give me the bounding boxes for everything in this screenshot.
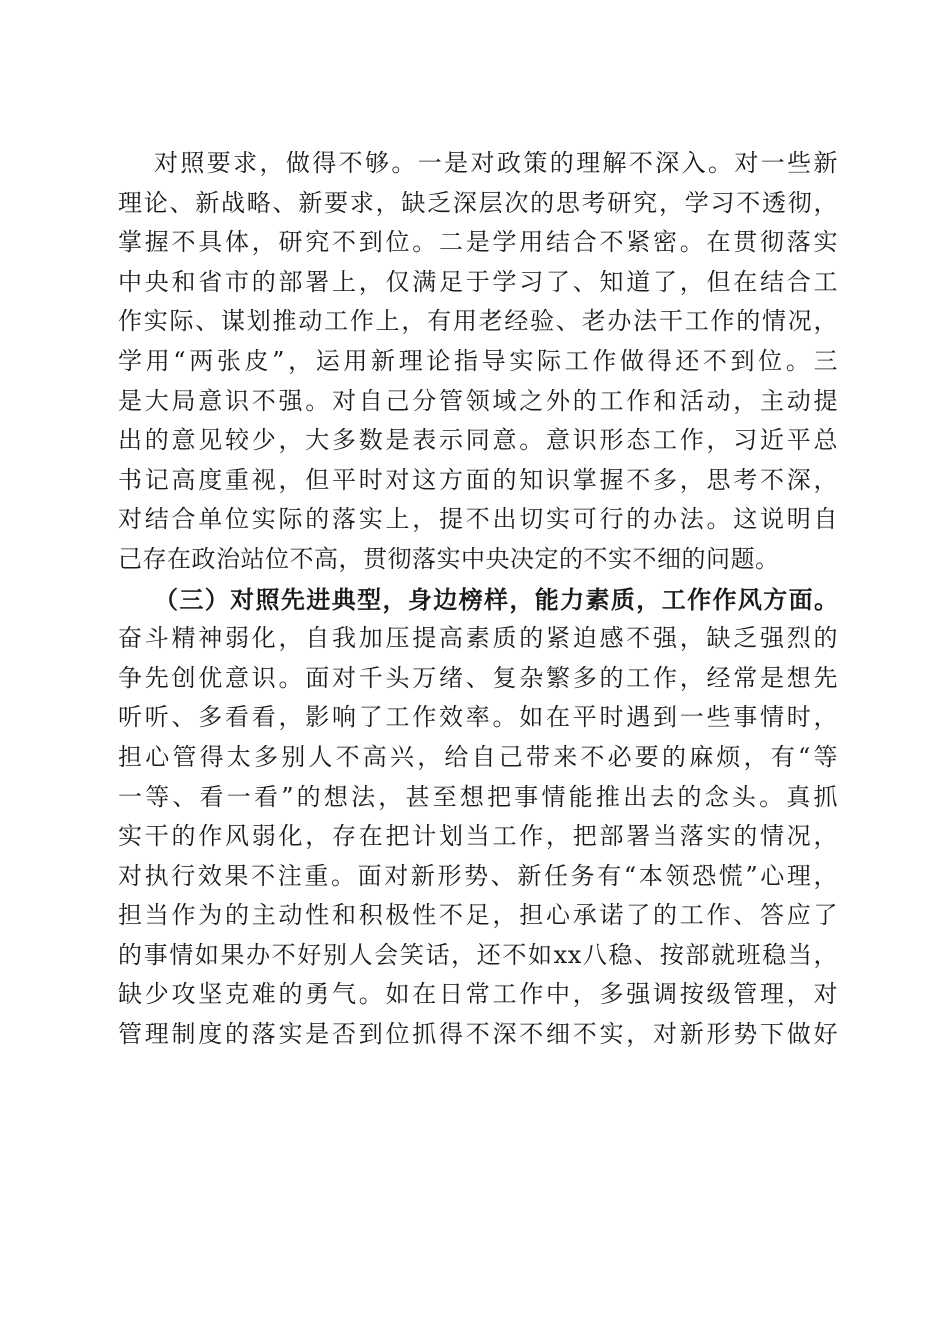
- paragraph-line: 书记高度重视，但平时对这方面的知识掌握不多，思考不深，: [118, 465, 838, 494]
- paragraph-line: 的事情如果办不好别人会笑话，还不如xx八稳、按部就班稳当，: [118, 940, 838, 969]
- paragraph-line: 出的意见较少，大多数是表示同意。意识形态工作，习近平总: [118, 426, 838, 455]
- paragraph-line: 对执行效果不注重。面对新形势、新任务有“本领恐慌”心理，: [118, 861, 838, 890]
- body-text: [118, 144, 838, 1055]
- paragraph-line: 是大局意识不强。对自己分管领域之外的工作和活动，主动提: [118, 386, 838, 415]
- paragraph-line: 听听、多看看，影响了工作效率。如在平时遇到一些事情时，: [118, 703, 838, 732]
- paragraph-line: 管理制度的落实是否到位抓得不深不细不实，对新形势下做好: [118, 1020, 838, 1049]
- paragraph-line: 实干的作风弱化，存在把计划当工作，把部署当落实的情况，: [118, 822, 838, 851]
- paragraph-line: 担心管得太多别人不高兴，给自己带来不必要的麻烦，有“等: [118, 742, 838, 771]
- paragraph-line: 缺少攻坚克难的勇气。如在日常工作中，多强调按级管理，对: [118, 980, 838, 1009]
- paragraph-line: 对照要求，做得不够。一是对政策的理解不深入。对一些新: [154, 149, 838, 177]
- paragraph-line: 争先创优意识。面对千头万绪、复杂繁多的工作，经常是想先: [118, 663, 838, 692]
- paragraph-line: 一等、看一看”的想法，甚至想把事情能推出去的念头。真抓: [118, 782, 838, 811]
- paragraph-line: 学用“两张皮”，运用新理论指导实际工作做得还不到位。三: [118, 346, 838, 375]
- paragraph-line: 作实际、谋划推动工作上，有用老经验、老办法干工作的情况，: [118, 307, 838, 336]
- paragraph-line: 理论、新战略、新要求，缺乏深层次的思考研究，学习不透彻，: [118, 188, 838, 217]
- paragraph-line: 掌握不具体，研究不到位。二是学用结合不紧密。在贯彻落实: [118, 228, 838, 257]
- paragraph-line: 对结合单位实际的落实上，提不出切实可行的办法。这说明自: [118, 505, 838, 534]
- paragraph-line: 奋斗精神弱化，自我加压提高素质的紧迫感不强，缺乏强烈的: [118, 624, 838, 653]
- paragraph-line: 中央和省市的部署上，仅满足于学习了、知道了，但在结合工: [118, 267, 838, 296]
- paragraph-line: 担当作为的主动性和积极性不足，担心承诺了的工作、答应了: [118, 901, 838, 930]
- paragraph-line: 己存在政治站位不高，贯彻落实中央决定的不实不细的问题。: [118, 544, 780, 573]
- section-heading: （三）对照先进典型，身边榜样，能力素质，工作作风方面。: [154, 584, 838, 614]
